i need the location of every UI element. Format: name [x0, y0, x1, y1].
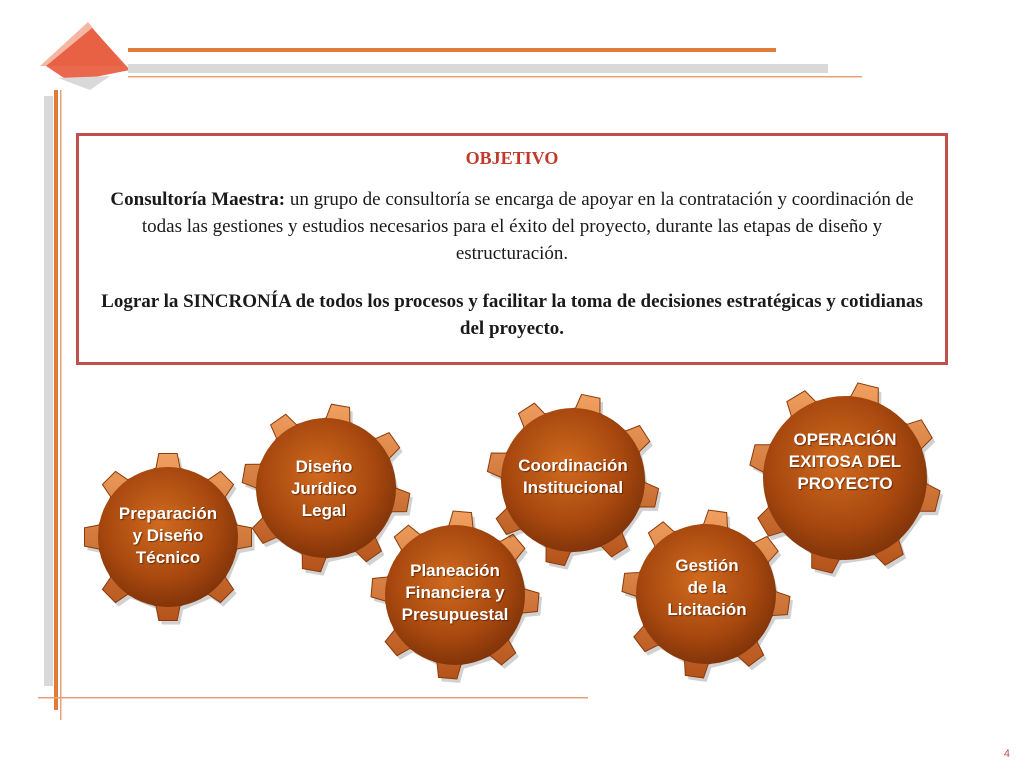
gear-label-4: Coordinación Institucional — [518, 456, 628, 497]
objective-description: un grupo de consultoría se encarga de apoyar en la contratación y coordinación de todas las gestiones y estudios necesarios para el éxito del proyecto, durante las etapas de diseño y estructuración. — [141, 189, 914, 264]
objective-goal: Lograr la SINCRONÍA de todos los procesos y facilitar la toma de decisiones estratégicas y cotidianas del proyecto. — [101, 291, 923, 339]
gear-label-2: Diseño Jurídico Legal — [290, 457, 358, 520]
gear-label-1: Preparación y Diseño Técnico — [118, 504, 218, 567]
page-number: 4 — [1003, 748, 1010, 760]
objective-title: OBJETIVO — [465, 148, 559, 168]
gear-label-3: Planeación Financiera y Presupuestal — [401, 561, 509, 624]
objective-term: Consultoría Maestra: — [110, 189, 286, 210]
gear-label-5: Gestión de la Licitación — [667, 556, 747, 619]
gear-label-6: OPERACIÓN EXITOSA DEL PROYECTO — [788, 430, 902, 493]
